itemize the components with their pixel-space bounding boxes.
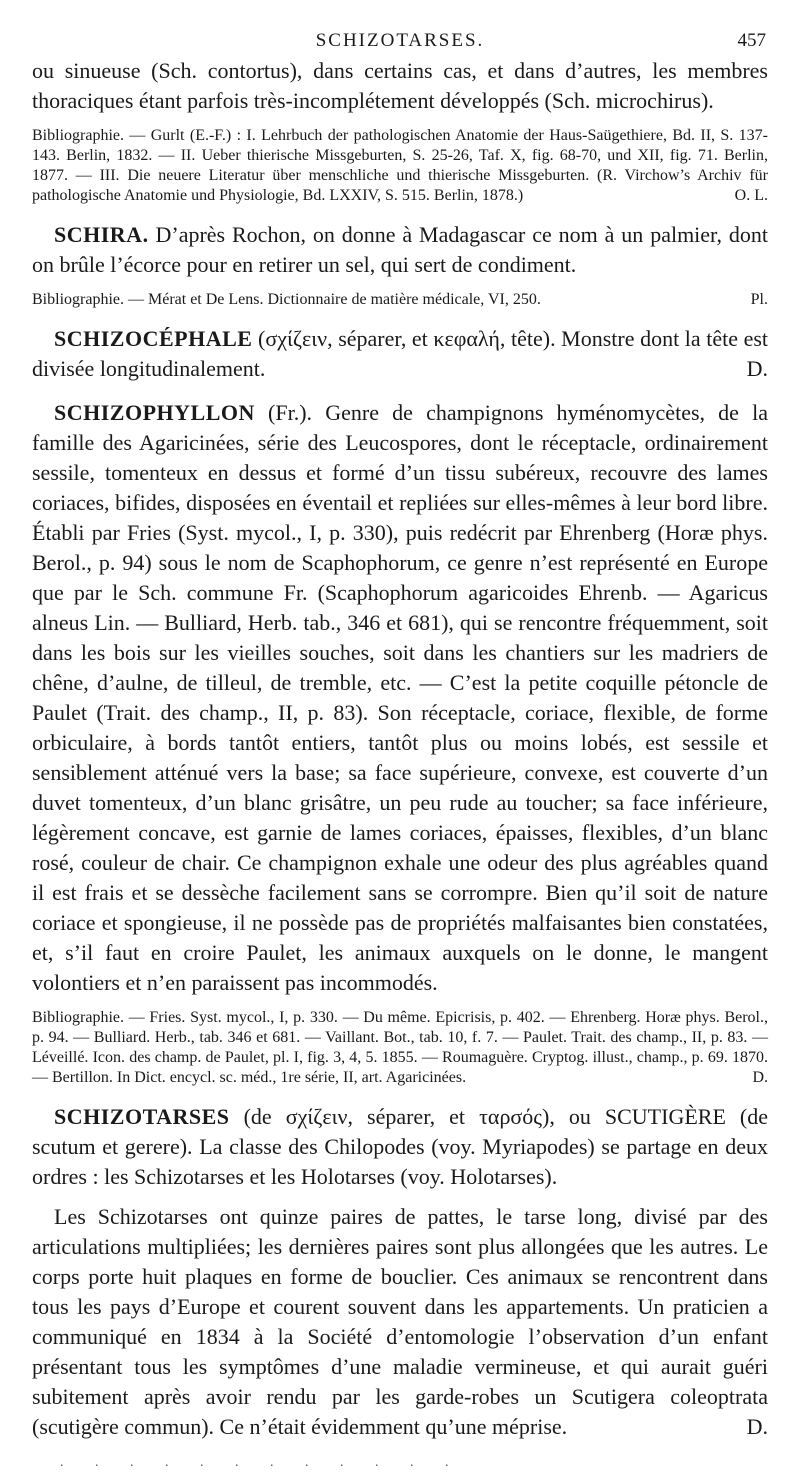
entry-schizophyllon — [32, 398, 768, 1088]
entry-text — [32, 220, 768, 280]
entry-body: D’après Rochon, on donne à Madagascar ce nom à un palmier, dont on brûle l’écorce pour en retirer un sel, qui sert de condiment. — [32, 222, 769, 277]
bibliography — [32, 1008, 768, 1088]
entry-schizosoma-continued — [32, 56, 768, 206]
entry-text — [32, 398, 768, 998]
entry-body: (Fr.). Genre de champignons hyménomycètes, de la famille des Agaricinées, série des Leucospores, dont le réceptacle, ordinairement sessile, tomenteux en dessus et formé d’un tissu subéreux, recouvre des lames coriaces, bifides, disposées en éventail et repliées sur elles-mêmes à leur bord libre. Établi par Fries (Syst. mycol., I, p. 330), puis redécrit par Ehrenberg (Horæ phys. Berol., p. 94) sous le nom de Scaphophorum, ce genre n’est représenté en Europe que par le Sch. commune Fr. (Scaphophorum agaricoides Ehrenb. — Agaricus alneus Lin. — Bulliard, Herb. tab., 346 et 681), qui se rencontre fréquemment, soit dans les bois sur les vieilles souches, soit dans les chantiers sur les madriers de chêne, d’aulne, de tilleul, de tremble, etc. — C’est la petite coquille pétoncle de Paulet (Trait. des champ., II, p. 83). Son réceptacle, coriace, flexible, de forme orbiculaire, à bords tantôt entiers, tantôt plus ou moins lobés, est sessile et sensiblement atténué vers la base; sa face supérieure, convexe, est couverte d’un duvet tomenteux, d’un blanc grisâtre, un peu rude au toucher; sa face inférieure, légèrement concave, est garnie de lames coriaces, épaisses, flexibles, d’un blanc rosé, couleur de chair. Ce champignon exhale une odeur des plus agréables quand il est frais et se dessèche facilement sans se corrompre. Bien qu’il soit de nature coriace et spongieuse, il ne possède pas de propriétés malfaisantes bien constatées, et, s’il faut en croire Paulet, les animaux auxquels on le donne, le mangent volontiers et n’en paraissent pas incommodés. — [32, 400, 768, 995]
footer-dots: . . . . . . . . . . . . — [60, 1455, 463, 1470]
running-title: SCHIZOTARSES. — [315, 30, 485, 51]
entry-text — [32, 324, 768, 384]
entry-body: (σχίζειν, séparer, et κεφαλή, tête). Monstre dont la tête est divisée longitudinalement. — [32, 326, 769, 381]
bibliography-text: Bibliographie. — Gurlt (E.-F.) : I. Lehrbuch der pathologischen Anatomie der Haus-Saügethiere, Bd. II, S. 137-143. Berlin, 1832. — II. Ueber thierische Missgeburten, S. 25-26, Taf. X, fig. 68-70, und XII, fig. 71. Berlin, 1877. — III. Die neuere Literatur über menschliche und thierische Missgeburten. (R. Virchow’s Archiv für pathologische Anatomie und Physiologie, Bd. LXXIV, S. 515. Berlin, 1878.) — [32, 127, 768, 204]
author-signature: D. — [746, 1414, 768, 1439]
headword: SCHIZOPHYLLON — [54, 400, 255, 425]
entry-schizotarses — [32, 1102, 768, 1442]
bibliography-text: Bibliographie. — Fries. Syst. mycol., I, p. 330. — Du même. Epicrisis, p. 402. — Ehrenberg. Horæ phys. Berol., p. 94. — Bulliard. Herb., tab. 346 et 681. — Vaillant. Bot., tab. 10, f. 7. — Paulet. Trait. des champ., II, p. 83. — Léveillé. Icon. des champ. de Paulet, pl. I, fig. 3, 4, 5. 1855. — Roumaguère. Cryptog. illust., champ., p. 69. 1870. — Bertillon. In Dict. encycl. sc. méd., 1re série, II, art. Agaricinées. — [32, 1009, 768, 1086]
entry-schira — [32, 220, 768, 310]
entry-intro — [32, 1102, 768, 1192]
bibliography — [32, 290, 768, 310]
bibliography-text: Bibliographie. — Mérat et De Lens. Dictionnaire de matière médicale, VI, 250. — [32, 291, 541, 308]
author-signature: O. L. — [734, 187, 768, 204]
paragraph-text: Les Schizotarses ont quinze paires de pattes, le tarse long, divisé par des articulations multipliées; les dernières paires sont plus allongées que les autres. Le corps porte huit plaques en forme de bouclier. Ces animaux se rencontrent dans tous les pays d’Europe et courent souvent dans les appartements. Un praticien a communiqué en 1834 à la Société d’entomologie l’observation d’un enfant présentant tous les symptômes d’une maladie vermineuse, et qui aurait guéri subitement après avoir rendu par les garde-robes un Scutigera coleoptrata (scutigère commun). Ce n’était évidemment qu’une méprise. — [32, 1204, 768, 1439]
entry-text: ou sinueuse (Sch. contortus), dans certains cas, et dans d’autres, les membres thoraciques étant parfois très-incomplétement développés (Sch. microchirus). — [32, 58, 768, 113]
bibliography — [32, 126, 768, 206]
entry-body: (de σχίζειν, séparer, et ταρσός), ou SCUTIGÈRE (de scutum et gerere). La classe des Chilopodes (voy. Myriapodes) se partage en deux ordres : les Schizotarses et les Holotarses (voy. Holotarses). — [32, 1104, 769, 1189]
author-signature: Pl. — [750, 291, 768, 308]
page-header — [32, 22, 768, 52]
headword: SCHIRA. — [54, 222, 149, 247]
entry-schizocephale — [32, 324, 768, 384]
page-number: 457 — [737, 30, 766, 51]
dictionary-page — [32, 22, 768, 1442]
headword: SCHIZOCÉPHALE — [54, 326, 253, 351]
headword: SCHIZOTARSES — [54, 1104, 230, 1129]
author-signature: D. — [752, 1069, 768, 1086]
entry-paragraph — [32, 1202, 768, 1442]
author-signature: D. — [746, 356, 768, 381]
